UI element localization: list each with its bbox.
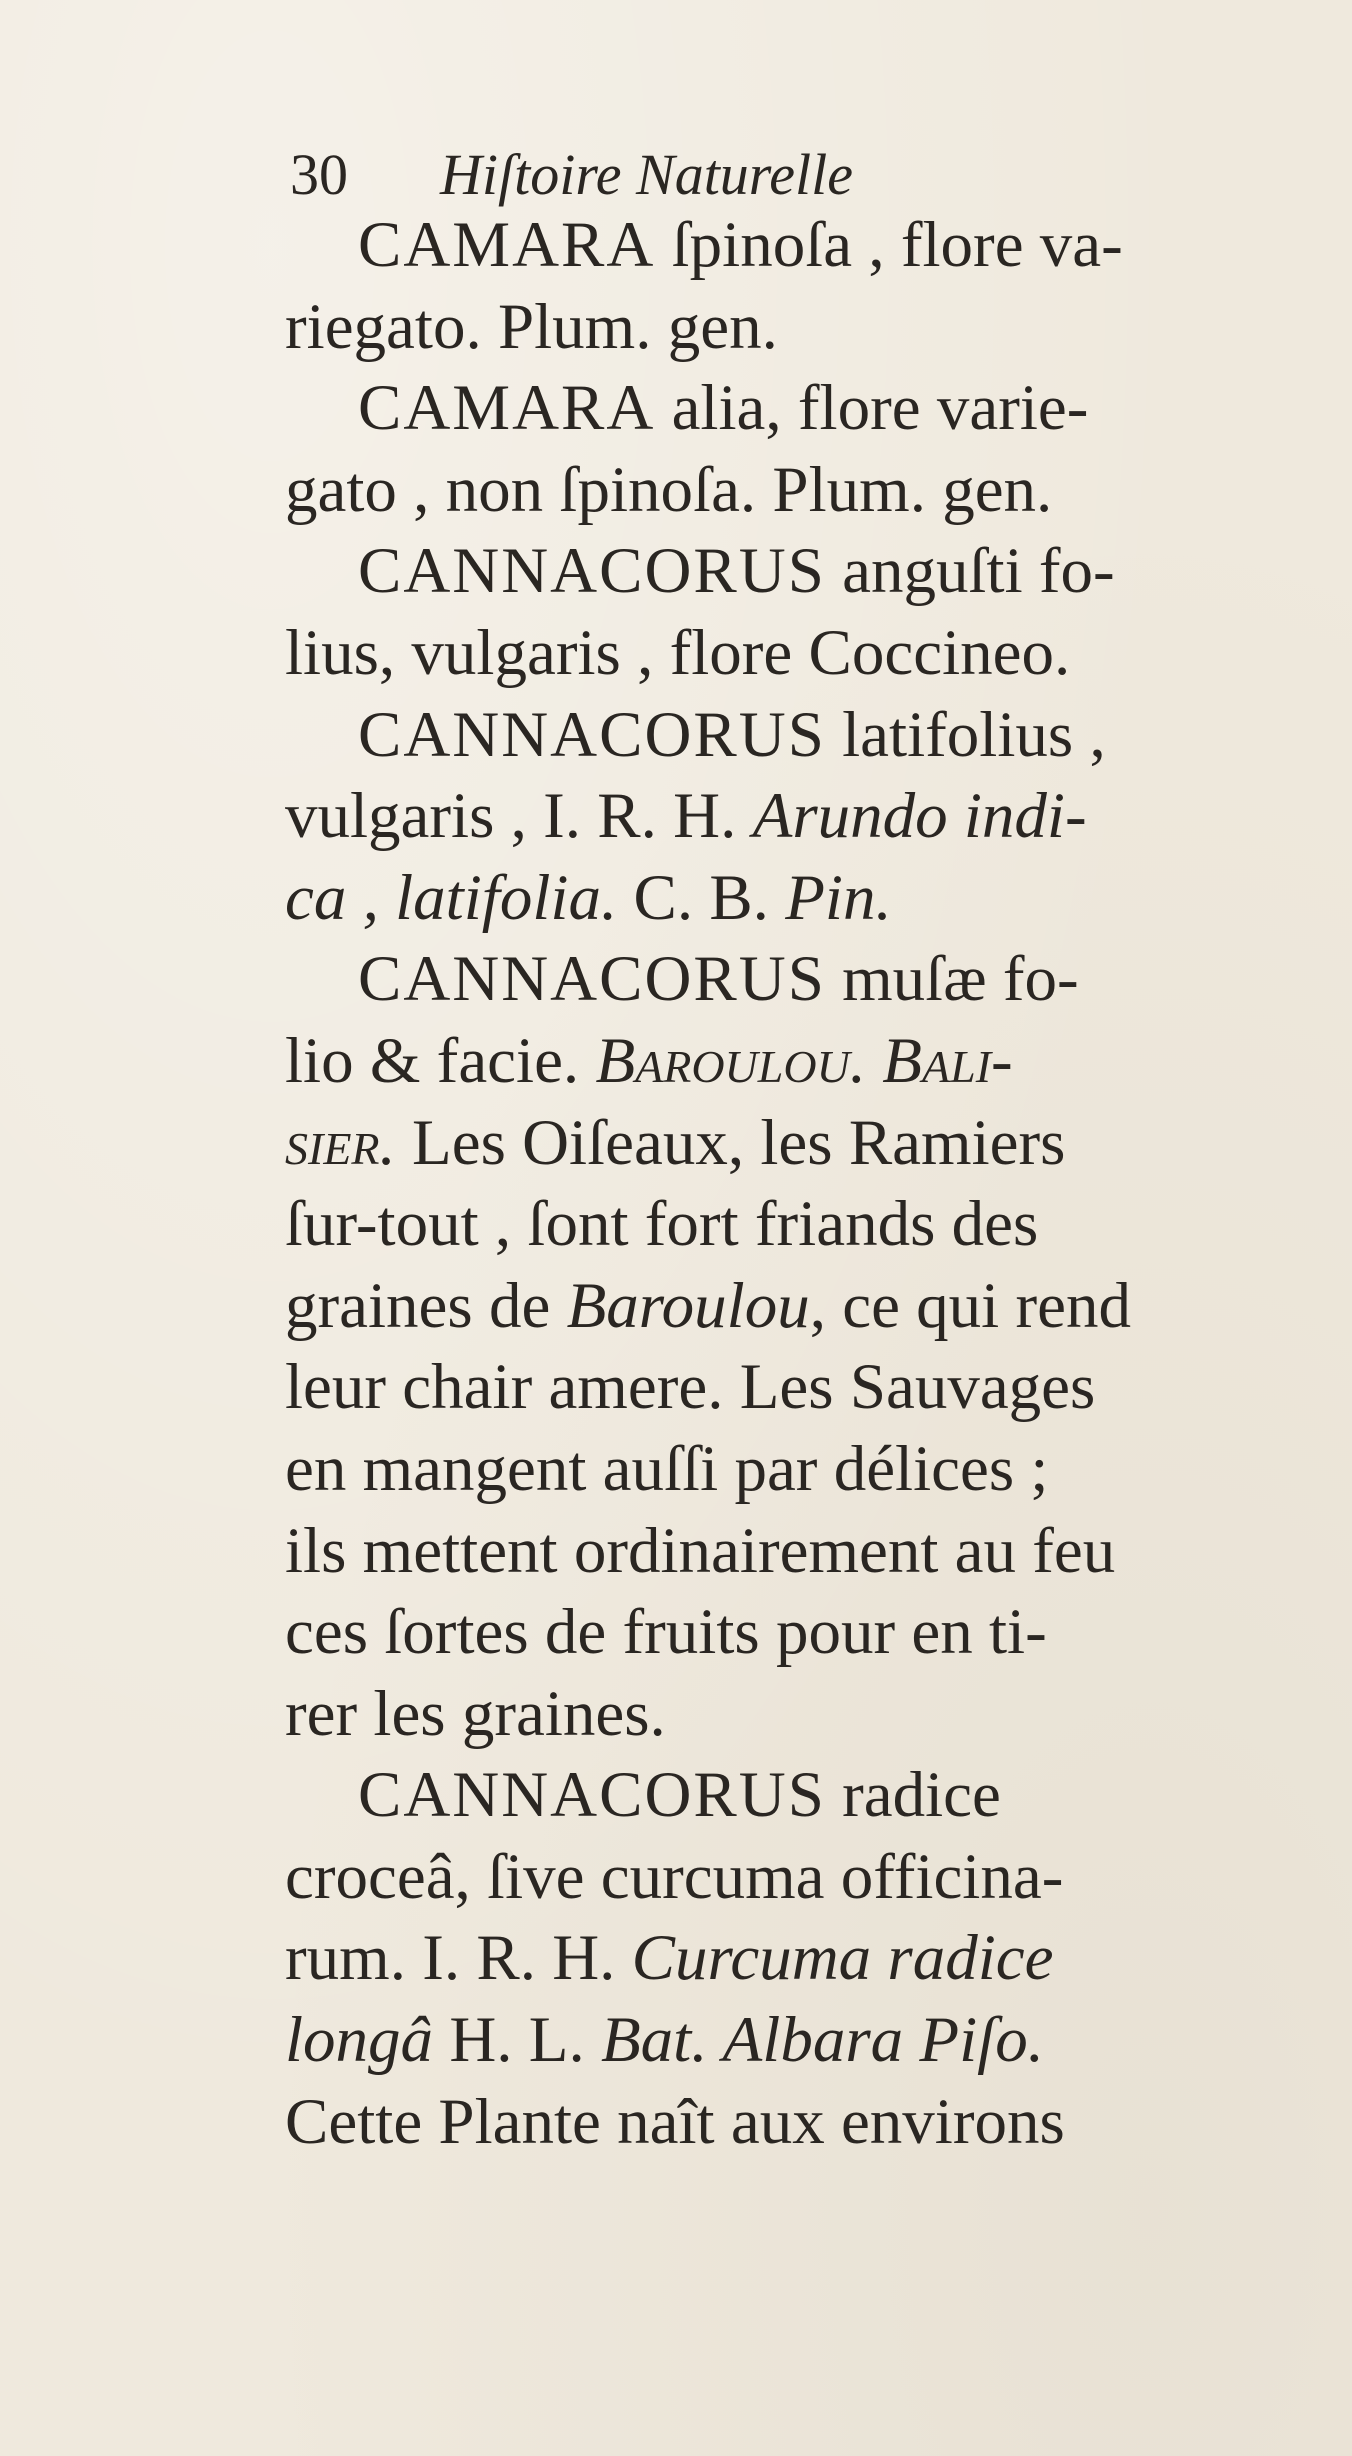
text-segment: muſæ fo- [825,943,1079,1016]
text-line [285,1021,1285,1103]
text-segment: leur chair amere. Les Sauvages [285,1351,1096,1424]
entry-heading: CANNACORUS [358,943,826,1016]
italic-segment: Baroulou [566,1269,810,1342]
text-segment: lius, vulgaris , flore Coccineo. [285,616,1071,689]
italic-segment: longâ [285,2004,434,2077]
entry-heading: CAMARA [358,372,656,445]
text-segment: ſur-tout , ſont fort friands des [285,1188,1039,1261]
entry-heading: CAMARA [358,209,656,281]
italic-segment: Pin. [785,861,892,934]
text-line [285,531,1285,613]
text-segment: riegato. Plum. gen. [285,290,778,363]
small-caps-segment: Baroulou. Bali- [595,1024,1013,1097]
text-segment: H. L. [433,2004,601,2077]
text-segment: vulgaris , I. R. H. [285,780,753,853]
text-line [285,2000,1285,2082]
text-line [285,368,1285,450]
text-segment: Cette Plante naît aux environs [285,2085,1065,2158]
text-segment: gato , non ſpinoſa. Plum. gen. [285,453,1053,526]
page-number: 30 [290,142,348,207]
text-line [285,1266,1285,1348]
text-segment: en mangent auſſi par délices ; [285,1432,1049,1505]
text-segment: anguſti fo- [825,535,1115,608]
text-line [285,1511,1285,1593]
italic-segment: ca , latifolia. [285,861,618,934]
text-line [285,1755,1285,1837]
text-line [285,450,1285,532]
text-line [285,1184,1285,1266]
text-line [285,1103,1285,1185]
text-segment: lio & facie. [285,1024,596,1097]
text-segment: ces ſortes de fruits pour en ti- [285,1596,1047,1669]
italic-segment: Curcuma radice [631,1922,1054,1995]
text-line [285,695,1285,777]
text-line [285,1918,1285,2000]
text-line [285,1837,1285,1919]
text-segment: Les Oiſeaux, les Ramiers [395,1106,1066,1179]
text-line [285,939,1285,1021]
text-segment: , ce qui rend [809,1269,1131,1342]
text-line [285,1429,1285,1511]
text-line [285,2082,1285,2164]
text-segment: croceâ, ſive curcuma officina- [285,1840,1064,1913]
text-segment: alia, flore varie- [655,372,1089,445]
running-title: Hiſtoire Naturelle [440,142,853,207]
body-text [285,205,1285,2163]
text-line [285,1674,1285,1756]
entry-heading: CANNACORUS [358,1759,826,1832]
text-segment: graines de [285,1269,567,1342]
text-segment: rum. I. R. H. [285,1922,632,1995]
text-segment: radice [825,1759,1001,1832]
text-line [285,858,1285,940]
text-segment: C. B. [617,861,786,934]
italic-segment: Bat. Albara Piſo. [600,2004,1044,2077]
text-line [285,205,1285,287]
text-line [285,1347,1285,1429]
text-segment: ils mettent ordinairement au feu [285,1514,1116,1587]
entry-heading: CANNACORUS [358,535,826,608]
text-line [285,776,1285,858]
text-line [285,1592,1285,1674]
text-segment: ſpinoſa , flore va- [655,209,1123,281]
text-segment: rer les graines. [285,1677,666,1750]
entry-heading: CANNACORUS [358,698,826,771]
text-line [285,613,1285,695]
text-line [285,287,1285,369]
running-head [290,140,1090,210]
small-caps-segment: sier. [285,1106,396,1179]
text-segment: latifolius , [825,698,1106,771]
italic-segment: Arundo indi- [752,780,1087,853]
